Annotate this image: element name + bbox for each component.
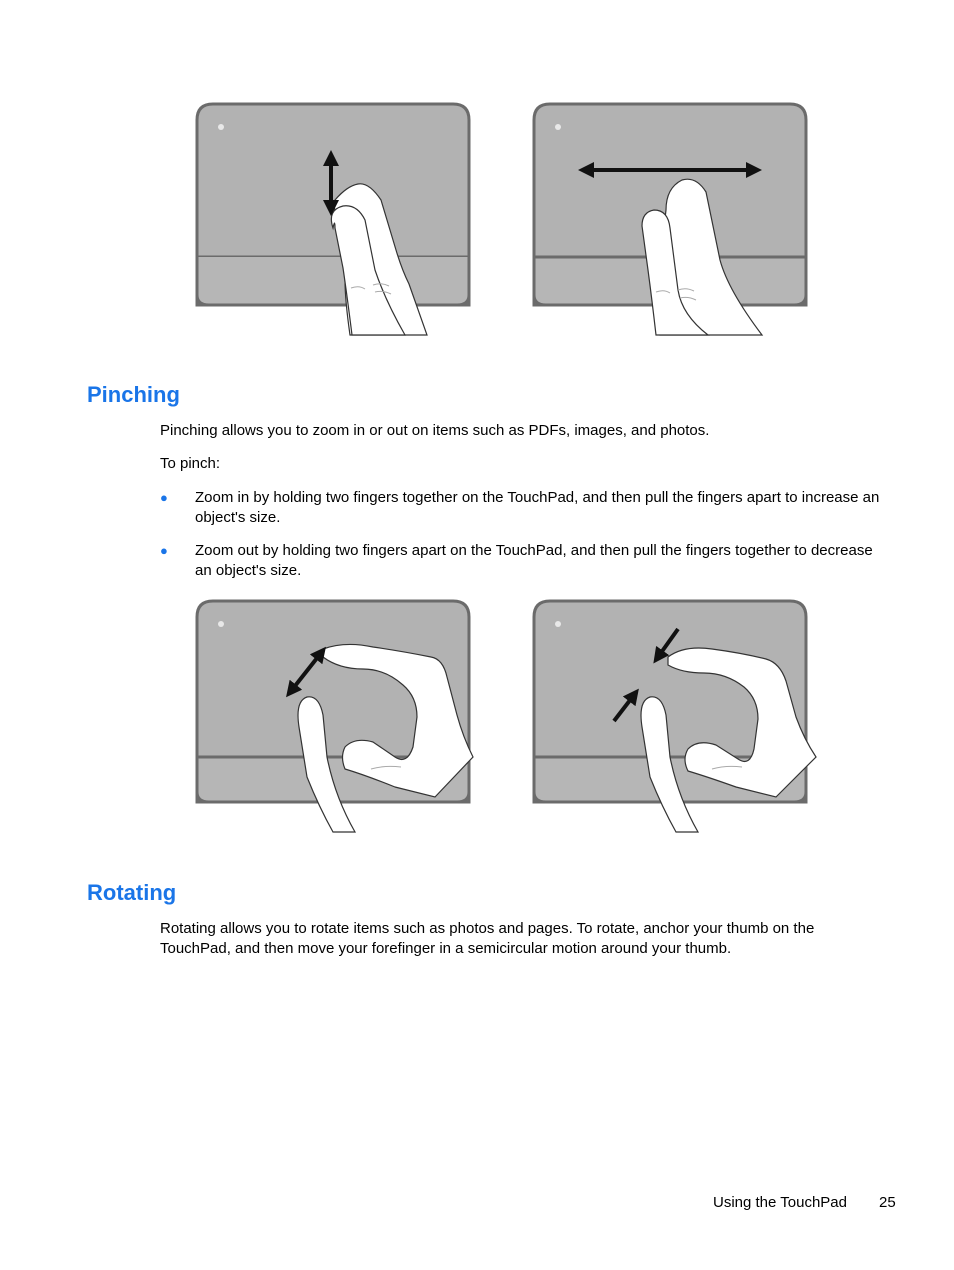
list-item <box>160 488 885 527</box>
list-item-text: Zoom in by holding two fingers together on the TouchPad, and then pull the fingers apart to increase an object's size. <box>195 489 880 526</box>
footer-section-title: Using the TouchPad <box>713 1194 847 1211</box>
figure-pinch-zoom-out <box>532 597 822 837</box>
section-heading-pinching: Pinching <box>87 382 180 407</box>
section-heading-rotating: Rotating <box>87 880 177 905</box>
pinching-lead: To pinch: <box>160 455 221 472</box>
page-number: 25 <box>879 1194 896 1211</box>
pinching-intro: Pinching allows you to zoom in or out on items such as PDFs, images, and photos. <box>160 422 710 439</box>
bullet-icon: ● <box>160 490 168 505</box>
rotating-body: Rotating allows you to rotate items such as photos and pages. To rotate, anchor your thumb on the TouchPad, and then move your forefinger in a semicircular motion around your thumb. <box>160 920 815 957</box>
list-item-text: Zoom out by holding two fingers apart on the TouchPad, and then pull the fingers together to decrease an object's size. <box>195 542 873 579</box>
figure-vertical-scroll <box>195 100 475 340</box>
figure-pinch-zoom-in <box>195 597 480 837</box>
bullet-icon: ● <box>160 543 168 558</box>
list-item <box>160 541 885 580</box>
figure-horizontal-scroll <box>532 100 812 340</box>
